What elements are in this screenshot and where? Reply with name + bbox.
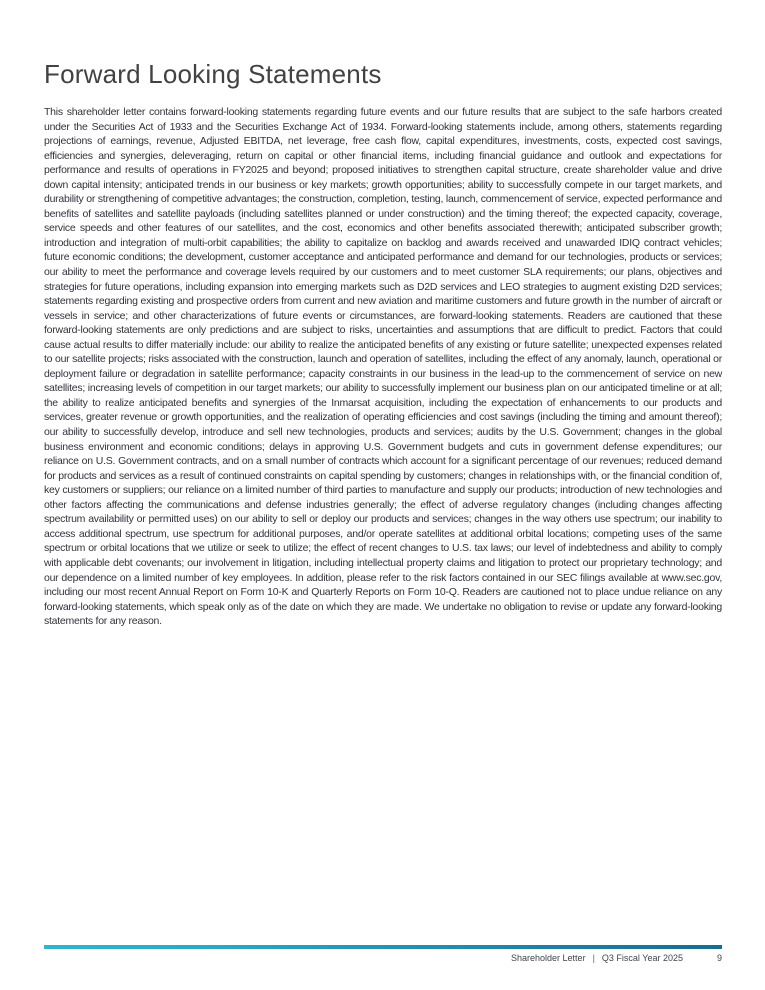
page-title: Forward Looking Statements <box>44 59 382 89</box>
footer-period-label: Q3 Fiscal Year 2025 <box>601 953 683 963</box>
footer-divider-rule <box>44 945 722 949</box>
forward-looking-statements-paragraph: This shareholder letter contains forward-looking statements regarding future events and our future results that are subject to the safe harbors created under the Securities Act of 1933 and the Securities Exchange Act of 1934. Forward-looking statements include, among others, statements regarding projections of earnings, revenue, Adjusted EBITDA, net leverage, free cash flow, capital expenditures, investments, costs, expected cost savings, efficiencies and synergies, deleveraging, return on capital or other financial items, including financial guidance and outlook and expectations for performance and results of operations in FY2025 and beyond; proposed initiatives to strengthen capital structure, create shareholder value and drive down capital intensity; anticipated trends in our business or key markets; growth opportunities; ability to successfully compete in our target markets, and durability or strengthening of competitive advantages; the construction, completion, testing, launch, commencement of service, expected performance and benefits of satellites and satellite payloads (including satellites planned or under construction) and the timing thereof; the expected capacity, coverage, service speeds and other features of our satellites, and the cost, economics and other benefits associated therewith; anticipated subscriber growth; introduction and integration of multi-orbit capabilities; the ability to capitalize on backlog and awards received and unawarded IDIQ contract vehicles; future economic conditions; the development, customer acceptance and anticipated performance and demand for our technologies, products or services; our ability to meet the performance and coverage levels required by our customers and to meet customer SLA requirements; our plans, objectives and strategies for future operations, including expansion into emerging markets such as D2D services and LEO strategies to augment existing D2D services; statements regarding existing and prospective orders from current and new aviation and maritime customers and future growth in the number of aircraft or vessels in service; and other characterizations of future events or circumstances, are forward-looking statements. Readers are cautioned that these forward-looking statements are only predictions and are subject to risks, uncertainties and assumptions that are difficult to predict. Factors that could cause actual results to differ materially include: our ability to realize the anticipated benefits of any existing or future satellite; unexpected expenses related to our satellite projects; risks associated with the construction, launch and operation of satellites, including the effect of any anomaly, launch, operational or deployment failure or degradation in satellite performance; capacity constraints in our business in the lead-up to the commencement of service on new satellites; increasing levels of competition in our target markets; our ability to successfully implement our business plan on our anticipated timeline or at all; the ability to realize anticipated benefits and synergies of the Inmarsat acquisition, including the expectation of enhancements to our products and services, greater revenue or growth opportunities, and the realization of operating efficiencies and cost savings (including the timing and amount thereof); our ability to successfully develop, introduce and sell new technologies, products and services; audits by the U.S. Government; changes in the global business environment and economic conditions; delays in approving U.S. Government budgets and cuts in government defense expenditures; our reliance on U.S. Government contracts, and on a small number of contracts which account for a significant percentage of our revenues; reduced demand for products and services as a result of continued constraints on capital spending by customers; changes in relationships with, or the financial condition of, key customers or suppliers; our reliance on a limited number of third parties to manufacture and supply our products; introduction of new technologies and other factors affecting the communications and defense industries generally; the effect of adverse regulatory changes (including changes affecting spectrum availability or permitted uses) on our ability to sell or deploy our products and services; changes in the way others use spectrum; our inability to access additional spectrum, use spectrum for additional purposes, and/or operate satellites at additional orbital locations; competing uses of the same spectrum or orbital locations that we utilize or seek to utilize; the effect of recent changes to U.S. tax laws; our level of indebtedness and ability to comply with applicable debt covenants; our involvement in litigation, including intellectual property claims and litigation to protect our proprietary technology; and our dependence on a limited number of key employees. In addition, please refer to the risk factors contained in our SEC filings available at www.sec.gov, including our most recent Annual Report on Form 10-K and Quarterly Reports on Form 10-Q. Readers are cautioned not to place undue reliance on any forward-looking statements, which speak only as of the date on which they are made. We undertake no obligation to revise or update any forward-looking statements for any reason. <box>44 106 722 628</box>
page-footer <box>44 952 722 964</box>
footer-page-number: 9 <box>716 953 722 963</box>
footer-section-label: Shareholder Letter <box>511 953 586 963</box>
footer-separator: | <box>592 953 595 963</box>
page-content <box>44 0 722 629</box>
